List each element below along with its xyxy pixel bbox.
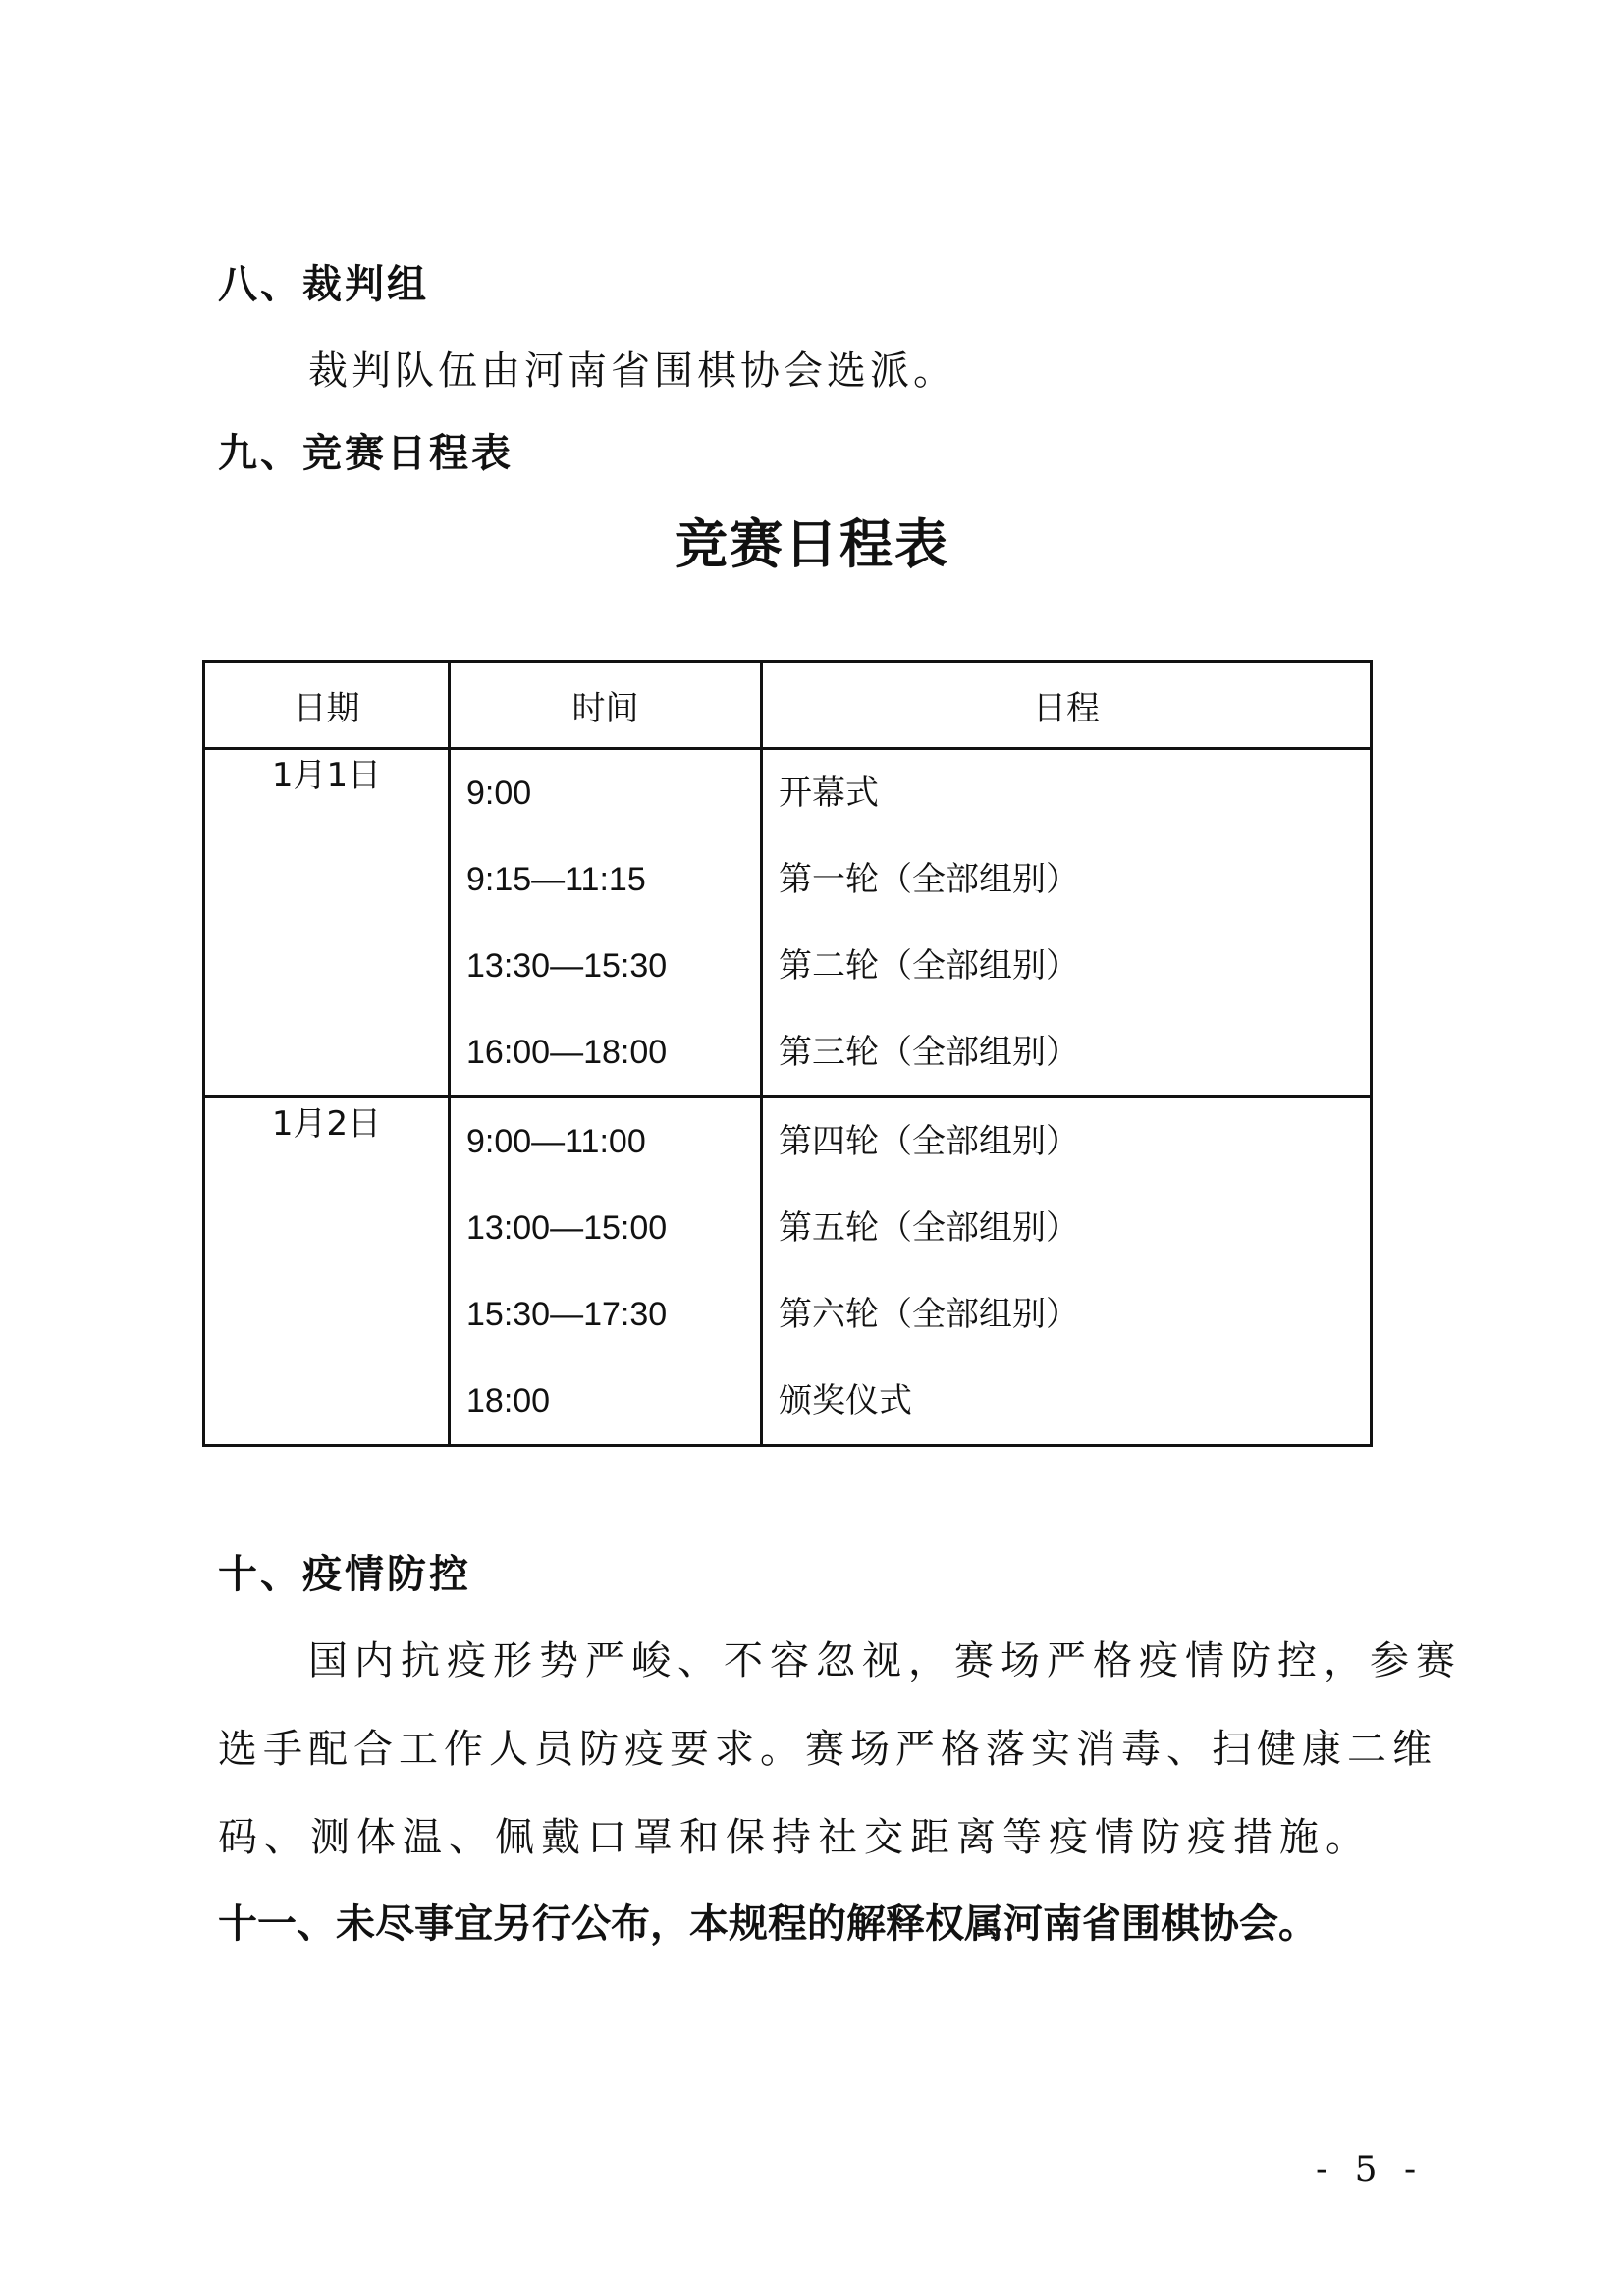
schedule-text: 颁奖仪式 [779,1381,912,1420]
schedule-table [202,660,1373,1447]
time-cell [450,1097,762,1446]
section-10-body-line-2: 选手配合工作人员防疫要求。赛场严格落实消毒、扫健康二维 [218,1727,1437,1772]
schedule-cell [762,1097,1372,1446]
schedule-text: 第六轮（全部组别） [779,1295,1079,1334]
header-schedule: 日程 [762,662,1372,749]
schedule-text: 第二轮（全部组别） [779,946,1079,986]
page-number: - 5 - [1316,2150,1425,2190]
schedule-text: 第五轮（全部组别） [779,1208,1079,1248]
time-text: 16:00—18:00 [466,1034,668,1071]
time-text: 18:00 [466,1382,551,1419]
section-10-body-line-1: 国内抗疫形势严峻、不容忽视，赛场严格疫情防控，参赛 [308,1638,1462,1683]
date-text: 1月1日 [271,756,382,795]
time-text: 9:00 [466,774,532,812]
date-cell [204,749,450,1097]
section-10-body-line-3: 码、测体温、佩戴口罩和保持社交距离等疫情防疫措施。 [218,1815,1372,1860]
section-8-heading: 八、裁判组 [218,262,429,307]
schedule-text: 开幕式 [779,774,879,813]
table-header-row [204,662,1372,749]
section-8-body: 裁判队伍由河南省围棋协会选派。 [308,348,956,394]
schedule-cell [762,749,1372,1097]
schedule-title: 竞赛日程表 [675,513,949,575]
table-row-day-2 [204,1097,1372,1446]
date-text: 1月2日 [271,1104,382,1144]
time-text: 9:15—11:15 [466,861,646,898]
section-11-text: 十一、未尽事宜另行公布，本规程的解释权属河南省围棋协会。 [218,1901,1318,1947]
schedule-text: 第四轮（全部组别） [779,1122,1079,1161]
table-row-day-1 [204,749,1372,1097]
header-time: 时间 [450,662,762,749]
section-9-heading: 九、竞赛日程表 [218,431,514,476]
time-cell [450,749,762,1097]
header-date: 日期 [204,662,450,749]
time-text: 9:00—11:00 [466,1123,646,1160]
time-text: 15:30—17:30 [466,1296,668,1333]
schedule-text: 第三轮（全部组别） [779,1033,1079,1072]
schedule-text: 第一轮（全部组别） [779,860,1079,899]
section-10-heading: 十、疫情防控 [218,1552,471,1597]
time-text: 13:30—15:30 [466,947,668,985]
date-cell [204,1097,450,1446]
time-text: 13:00—15:00 [466,1209,668,1247]
